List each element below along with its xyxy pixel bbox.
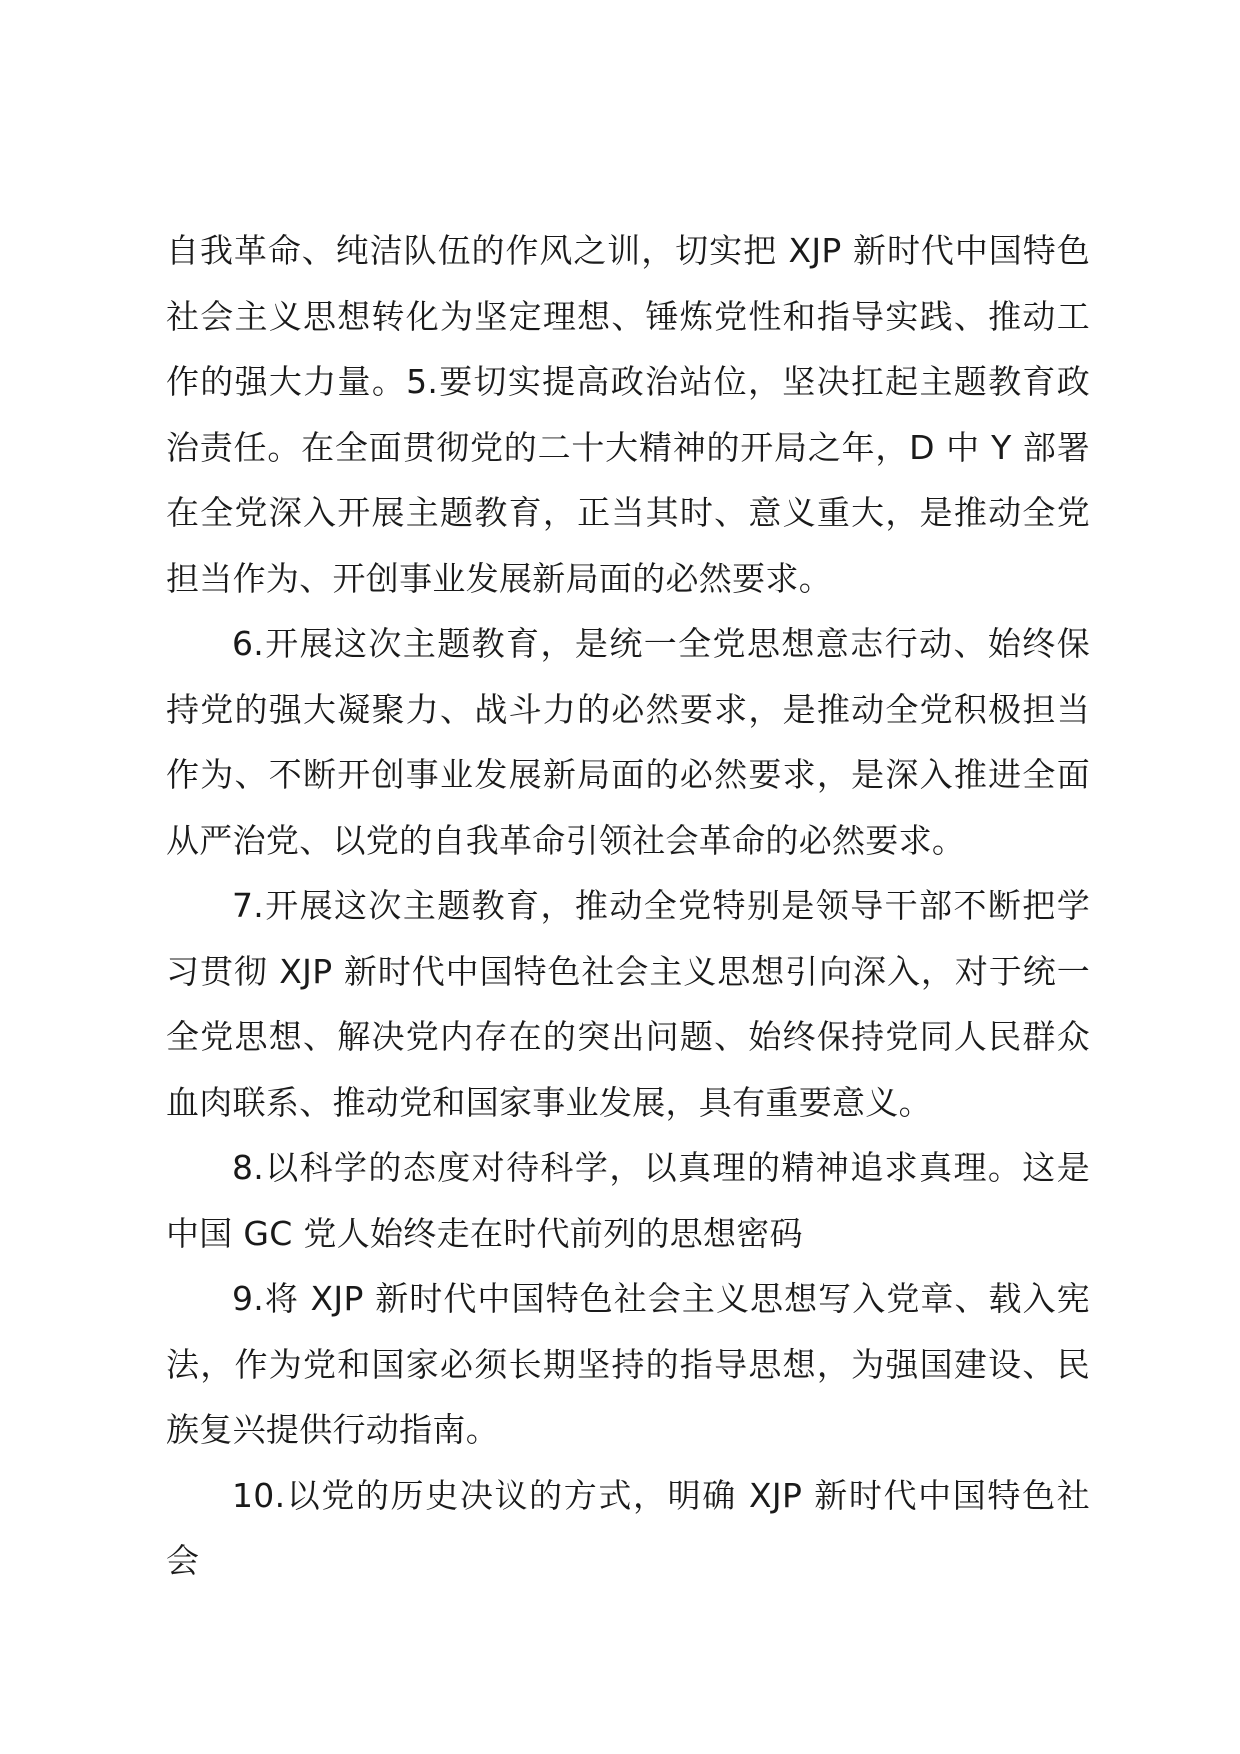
paragraph-6: 10.以党的历史决议的方式，明确 XJP 新时代中国特色社会 (166, 1475, 1090, 1580)
body-text (166, 218, 1090, 1594)
paragraph-5: 9.将 XJP 新时代中国特色社会主义思想写入党章、载入宪法，作为党和国家必须长期坚持的指导思想，为强国建设、民族复兴提供行动指南。 (166, 1279, 1090, 1449)
paragraph-2: 6.开展这次主题教育，是统一全党思想意志行动、始终保持党的强大凝聚力、战斗力的必然要求，是推动全党积极担当作为、不断开创事业发展新局面的必然要求，是深入推进全面从严治党、以党的自我革命引领社会革命的必然要求。 (166, 624, 1090, 860)
paragraph-4: 8.以科学的态度对待科学，以真理的精神追求真理。这是中国 GC 党人始终走在时代前列的思想密码 (166, 1148, 1090, 1253)
paragraph-3: 7.开展这次主题教育，推动全党特别是领导干部不断把学习贯彻 XJP 新时代中国特色社会主义思想引向深入，对于统一全党思想、解决党内存在的突出问题、始终保持党同人民群众血肉联系、推动党和国家事业发展，具有重要意义。 (166, 886, 1090, 1122)
paragraph-1: 自我革命、纯洁队伍的作风之训，切实把 XJP 新时代中国特色社会主义思想转化为坚定理想、锤炼党性和指导实践、推动工作的强大力量。5.要切实提高政治站位，坚决扛起主题教育政治责任。在全面贯彻党的二十大精神的开局之年，D 中 Y 部署在全党深入开展主题教育，正当其时、意义重大，是推动全党担当作为、开创事业发展新局面的必然要求。 (166, 231, 1090, 598)
